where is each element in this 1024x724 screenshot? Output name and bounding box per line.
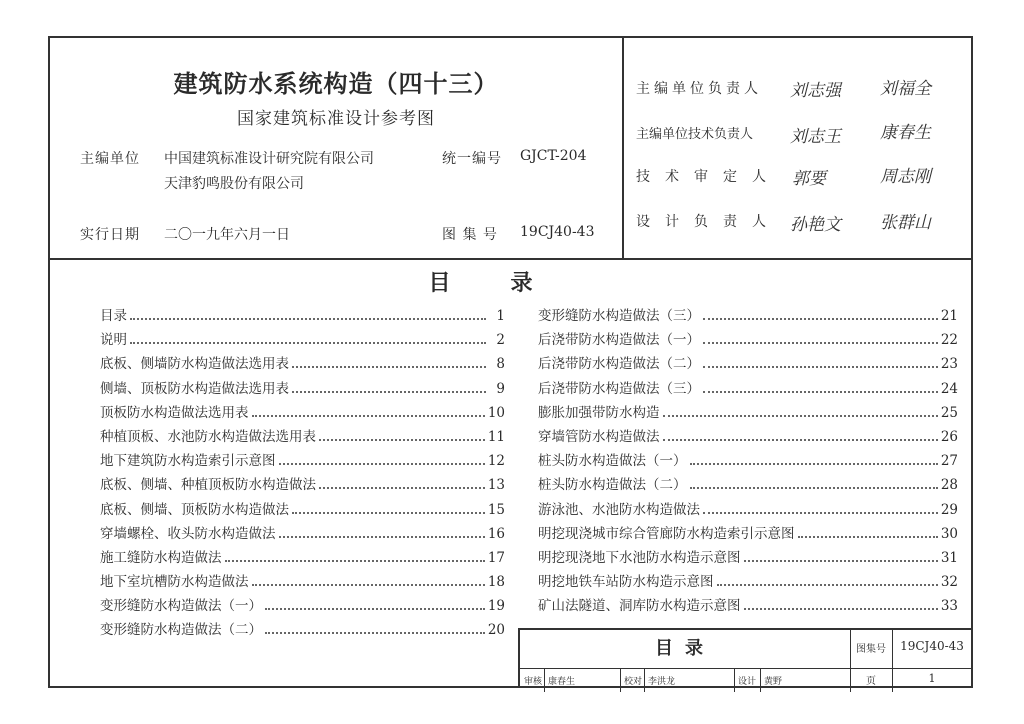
toc-entry[interactable]	[538, 546, 958, 570]
dot-leader	[292, 503, 485, 514]
dot-leader	[663, 406, 938, 417]
title-block	[518, 628, 971, 686]
toc-entry-title: 侧墙、顶板防水构造做法选用表	[100, 380, 289, 397]
toc-entry-title: 地下建筑防水构造索引示意图	[100, 453, 276, 470]
signature-row	[636, 211, 786, 231]
toc-entry-title: 穿墙螺栓、收头防水构造做法	[100, 525, 276, 542]
toc-entry[interactable]	[100, 473, 505, 497]
effective-date-value: 二〇一九年六月一日	[164, 227, 290, 243]
signature-row	[636, 166, 786, 186]
toc-entry[interactable]	[538, 425, 958, 449]
toc-entry-title: 膨胀加强带防水构造	[538, 404, 660, 421]
unified-code-value: GJCT-204	[520, 148, 587, 164]
signature-row	[636, 123, 786, 142]
toc-entry-title: 变形缝防水构造做法（一）	[100, 598, 262, 615]
handwritten-signature: 刘志强	[790, 81, 841, 101]
signature-row	[636, 78, 786, 98]
toc-entry[interactable]	[538, 594, 958, 618]
toc-entry-page: 8	[496, 356, 505, 373]
dot-leader	[319, 478, 485, 489]
dot-leader	[703, 333, 938, 344]
toc-entry-title: 明挖现浇城市综合管廊防水构造索引示意图	[538, 525, 795, 542]
toc-entry[interactable]	[100, 352, 505, 376]
toc-entry[interactable]	[100, 522, 505, 546]
header-divider	[50, 258, 971, 260]
toc-entry-page: 22	[940, 332, 958, 349]
signature-role-label: 主编单位技术负责人	[636, 127, 754, 142]
toc-entry-page: 25	[940, 404, 958, 421]
toc-entry-page: 23	[940, 356, 958, 373]
toc-entry-page: 11	[487, 428, 505, 445]
toc-entry[interactable]	[538, 473, 958, 497]
toc-entry-page: 10	[487, 404, 505, 421]
handwritten-signature: 郭要	[792, 169, 826, 189]
dot-leader	[292, 382, 486, 393]
toc-heading: 目录	[428, 271, 593, 296]
toc-entry-title: 底板、侧墙防水构造做法选用表	[100, 356, 289, 373]
dot-leader	[292, 357, 486, 368]
toc-entry-title: 地下室坑槽防水构造做法	[100, 574, 249, 591]
toc-entry-title: 桩头防水构造做法（二）	[538, 477, 687, 494]
handwritten-signature: 康春生	[880, 123, 931, 143]
toc-entry-title: 后浇带防水构造做法（三）	[538, 380, 700, 397]
toc-entry[interactable]	[538, 449, 958, 473]
toc-entry-page: 16	[487, 525, 505, 542]
toc-entry-title: 说明	[100, 332, 127, 349]
handwritten-signature: 孙艳文	[790, 215, 841, 235]
handwritten-signature: 张群山	[880, 213, 931, 233]
page-label: 页	[866, 676, 876, 687]
dot-leader	[717, 575, 938, 586]
dot-leader	[663, 430, 938, 441]
dot-leader	[703, 382, 938, 393]
document-title: 建筑防水系统构造（四十三）	[173, 70, 499, 98]
toc-entry-title: 明挖现浇地下水池防水构造示意图	[538, 549, 741, 566]
toc-entry-title: 变形缝防水构造做法（三）	[538, 308, 700, 324]
divider	[760, 668, 761, 692]
dot-leader	[225, 551, 485, 562]
toc-entry[interactable]	[538, 377, 958, 401]
dot-leader	[703, 309, 938, 320]
toc-entry-page: 30	[940, 525, 958, 542]
toc-entry[interactable]	[100, 377, 505, 401]
dot-leader	[265, 599, 485, 610]
divider	[544, 668, 545, 692]
divider	[520, 668, 971, 669]
toc-entry-title: 目录	[100, 308, 127, 324]
toc-entry[interactable]	[100, 425, 505, 449]
toc-entry-page: 15	[487, 501, 505, 518]
divider	[644, 668, 645, 692]
toc-entry[interactable]	[538, 401, 958, 425]
toc-entry-page: 21	[940, 308, 958, 324]
design-label: 设计	[738, 677, 757, 687]
handwritten-signature: 刘志王	[790, 127, 841, 147]
toc-entry-title: 变形缝防水构造做法（二）	[100, 622, 262, 639]
toc-entry-page: 1	[496, 308, 505, 324]
toc-entry-title: 明挖地铁车站防水构造示意图	[538, 574, 714, 591]
drawing-sheet	[48, 36, 973, 688]
dot-leader	[265, 623, 485, 634]
toc-entry-page: 13	[487, 477, 505, 494]
toc-entry-title: 穿墙管防水构造做法	[538, 428, 660, 445]
atlas-number-value: 19CJ40-43	[520, 224, 595, 240]
dot-leader	[279, 454, 485, 465]
toc-entry-title: 种植顶板、水池防水构造做法选用表	[100, 428, 316, 445]
toc-entry-page: 9	[496, 380, 505, 397]
toc-entry-title: 后浇带防水构造做法（一）	[538, 332, 700, 349]
dot-leader	[703, 503, 938, 514]
dot-leader	[279, 527, 485, 538]
dot-leader	[319, 430, 485, 441]
dot-leader	[130, 333, 486, 344]
toc-entry-page: 12	[487, 453, 505, 470]
toc-entry-title: 底板、侧墙、顶板防水构造做法	[100, 501, 289, 518]
toc-entry[interactable]	[538, 328, 958, 352]
sponsor-line-2: 天津豹鸣股份有限公司	[164, 176, 304, 192]
toc-entry-title: 后浇带防水构造做法（二）	[538, 356, 700, 373]
toc-entry-page: 19	[487, 598, 505, 615]
toc-entry[interactable]	[100, 618, 505, 642]
atlas-number-label: 图集号	[856, 644, 886, 655]
toc-entry-title: 底板、侧墙、种植顶板防水构造做法	[100, 477, 316, 494]
divider	[620, 668, 621, 692]
divider	[734, 668, 735, 692]
toc-entry[interactable]	[538, 522, 958, 546]
toc-entry-page: 28	[940, 477, 958, 494]
toc-entry-page: 24	[940, 380, 958, 397]
handwritten-signature: 周志刚	[880, 167, 931, 187]
signature-role-label: 主编单位负责人	[636, 81, 762, 97]
header-info-panel	[50, 38, 624, 258]
sponsor-label: 主编单位	[80, 151, 140, 167]
toc-entry[interactable]	[538, 352, 958, 376]
toc-entry[interactable]	[538, 304, 958, 328]
toc-entry-page: 20	[487, 622, 505, 639]
sponsor-line-1: 中国建筑标准设计研究院有限公司	[164, 151, 374, 167]
toc-entry-page: 17	[487, 549, 505, 566]
toc-entry-title: 施工缝防水构造做法	[100, 549, 222, 566]
toc-right-column	[538, 304, 958, 618]
check-label: 校对	[624, 677, 643, 687]
toc-entry-page: 32	[940, 574, 958, 591]
toc-entry[interactable]	[538, 570, 958, 594]
toc-entry-page: 2	[496, 332, 505, 349]
checker-name: 李洪龙	[648, 677, 676, 687]
effective-date-label: 实行日期	[80, 227, 140, 243]
dot-leader	[798, 527, 938, 538]
dot-leader	[703, 357, 938, 368]
toc-entry-page: 27	[940, 453, 958, 470]
signature-role-label: 设计负责人	[636, 214, 781, 230]
toc-entry[interactable]	[100, 401, 505, 425]
dot-leader	[690, 478, 938, 489]
dot-leader	[690, 454, 938, 465]
toc-entry-page: 26	[940, 428, 958, 445]
signature-role-label: 技术审定人	[636, 169, 781, 185]
review-label: 审核	[524, 677, 543, 687]
dot-leader	[130, 309, 486, 320]
atlas-number-value: 19CJ40-43	[900, 639, 964, 653]
dot-leader	[744, 551, 938, 562]
toc-entry[interactable]	[100, 546, 505, 570]
toc-entry[interactable]	[100, 328, 505, 352]
toc-entry-page: 18	[487, 574, 505, 591]
toc-entry[interactable]	[100, 498, 505, 522]
title-block-title: 目录	[655, 638, 715, 659]
page-number: 1	[928, 672, 936, 685]
toc-entry-title: 顶板防水构造做法选用表	[100, 404, 249, 421]
toc-entry[interactable]	[538, 498, 958, 522]
toc-entry-page: 31	[940, 549, 958, 566]
dot-leader	[744, 599, 938, 610]
atlas-number-label: 图 集 号	[442, 227, 498, 243]
toc-entry[interactable]	[100, 304, 505, 328]
reviewer-name: 康春生	[548, 677, 576, 687]
dot-leader	[252, 406, 485, 417]
toc-entry-page: 33	[940, 598, 958, 615]
toc-entry-title: 游泳池、水池防水构造做法	[538, 501, 700, 518]
toc-entry-page: 29	[940, 501, 958, 518]
designer-name: 黄野	[764, 677, 783, 687]
dot-leader	[252, 575, 485, 586]
document-subtitle: 国家建筑标准设计参考图	[237, 109, 435, 129]
handwritten-signature: 刘福全	[880, 79, 931, 99]
toc-left-column	[100, 304, 505, 643]
toc-entry[interactable]	[100, 570, 505, 594]
toc-entry-title: 矿山法隧道、洞库防水构造示意图	[538, 598, 741, 615]
toc-entry-title: 桩头防水构造做法（一）	[538, 453, 687, 470]
toc-entry[interactable]	[100, 449, 505, 473]
unified-code-label: 统一编号	[442, 151, 502, 167]
signature-panel	[622, 38, 971, 258]
toc-entry[interactable]	[100, 594, 505, 618]
